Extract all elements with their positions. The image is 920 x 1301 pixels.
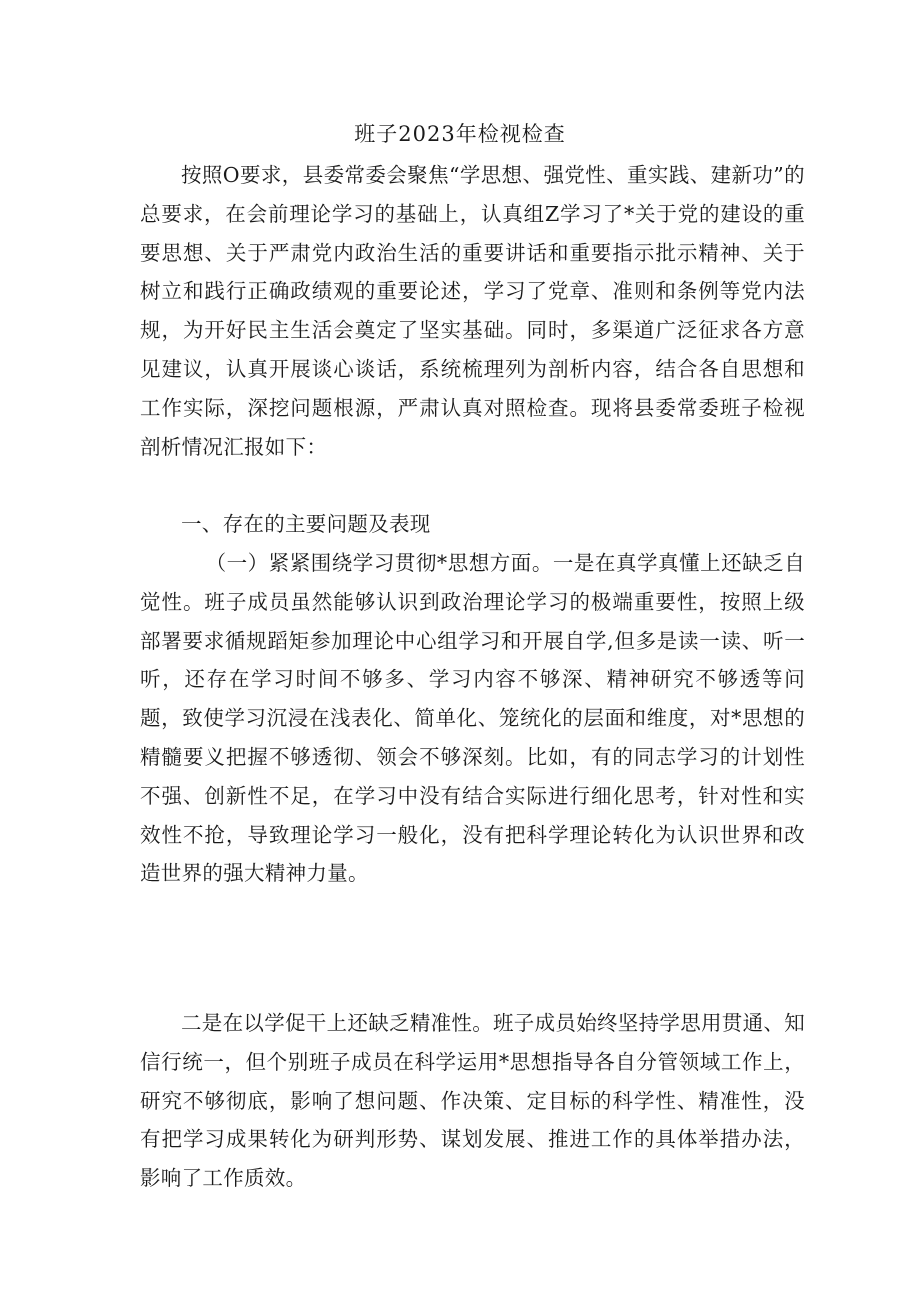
- intro-paragraph: 按照O要求，县委常委会聚焦“学思想、强党性、重实践、建新功”的总要求，在会前理论学习的基础上，认真组Z学习了*关于党的建设的重要思想、关于严肃党内政治生活的重要讲话和重要指示批示精神、关于树立和践行正确政绩观的重要论述，学习了党章、准则和条例等党内法规，为开好民主生活会奠定了坚实基础。同时，多渠道广泛征求各方意见建议，认真开展谈心谈话，系统梳理列为剖析内容，结合各自思想和工作实际，深挖问题根源，严肃认真对照检查。现将县委常委班子检视剖析情况汇报如下：: [140, 163, 805, 459]
- section-heading: 一、存在的主要问题及表现: [181, 512, 431, 536]
- subsection-paragraph-1: （一）紧紧围绕学习贯彻*思想方面。一是在真学真懂上还缺乏自觉性。班子成员虽然能够认识到政治理论学习的极端重要性，按照上级部署要求循规蹈矩参加理论中心组学习和开展自学,但多是读一读、听一听，还存在学习时间不够多、学习内容不够深、精神研究不够透等问题，致使学习沉浸在浅表化、简单化、笼统化的层面和维度，对*思想的精髓要义把握不够透彻、领会不够深刻。比如，有的同志学习的计划性不强、创新性不足，在学习中没有结合实际进行细化思考，针对性和实效性不抢，导致理论学习一般化，没有把科学理论转化为认识世界和改造世界的强大精神力量。: [140, 551, 805, 886]
- document-title: 班子2023年检视检查: [354, 122, 566, 146]
- subsection-paragraph-2: 二是在以学促干上还缺乏精准性。班子成员始终坚持学思用贯通、知信行统一，但个别班子成员在科学运用*思想指导各自分管领域工作上，研究不够彻底，影响了想问题、作决策、定目标的科学性、精准性，没有把学习成果转化为研判形势、谋划发展、推进工作的具体举措办法，影响了工作质效。: [140, 1011, 805, 1191]
